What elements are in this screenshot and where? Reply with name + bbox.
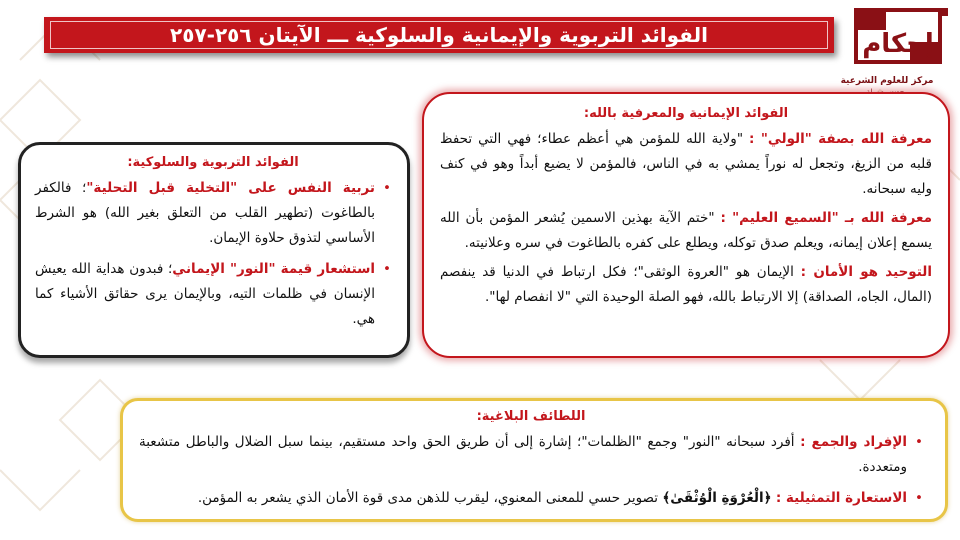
rhetoric-item-label: الاستعارة التمثيلية : [775, 490, 907, 506]
rhetoric-box [120, 398, 948, 522]
faith-item-label: معرفة الله بـ "السميع العليم" : [720, 210, 932, 226]
faith-item-label: التوحيد هو الأمان : [800, 264, 932, 280]
list-item [35, 176, 391, 251]
faith-item-text: الإيمان هو "العروة الوثقى"؛ فكل ارتباط في الدنيا قد ينفصم (المال، الجاه، الصداقة) إلا الارتباط بالله، فهو الصلة الوحيدة التي "لا انفصام لها". [440, 264, 932, 305]
behavior-item-text: ؛ فبدون هداية الله يعيش الإنسان في ظلمات التيه، وبالإيمان يرى حقائق الأشياء كما هي. [35, 261, 375, 327]
bullet-icon: • [915, 490, 923, 506]
rhetoric-item-text: أفرد سبحانه "النور" وجمع "الظلمات"؛ إشارة إلى أن طريق الحق واحد مستقيم، بينما سبل الضلال والباطل متشعبة ومتعددة. [139, 434, 907, 475]
logo [840, 6, 950, 98]
title-banner [44, 17, 834, 53]
faith-item-text: "ولاية الله للمؤمن هي أعظم عطاء؛ فهي التي تحفظ قلبه من الزيغ، وتجعل له نوراً يمشي به في الناس، فالمؤمن لا يضيع أبداً وهو في كنف وليه سبحانه. [440, 131, 932, 197]
list-item [35, 257, 391, 332]
behavior-list [35, 176, 391, 332]
behavior-benefits-box [18, 142, 410, 358]
page-title: الفوائد التربوية والإيمانية والسلوكية ـــ الآيتان ٢٥٦-٢٥٧ [170, 23, 708, 47]
faith-item [440, 260, 932, 310]
rhetoric-item-label: الإفراد والجمع : [800, 434, 907, 450]
faith-heading: الفوائد الإيمانية والمعرفية بالله: [583, 106, 789, 121]
faith-item-label: معرفة الله بصفة "الولي" : [749, 131, 933, 147]
faith-item [440, 127, 932, 202]
bullet-icon: • [383, 261, 391, 277]
list-item [139, 430, 923, 480]
behavior-item-label: استشعار قيمة "النور" الإيماني [172, 261, 375, 277]
faith-item-text: "ختم الآية بهذين الاسمين يُشعر المؤمن بأن الله يسمع إعلان إيمانه، ويعلم صدق توكله، ويطلع على كفره بالطاغوت في سره وعلانيته. [440, 210, 932, 251]
bullet-icon: • [915, 434, 923, 450]
logo-text: إحكام [862, 29, 934, 59]
rhetoric-item-quote: ﴿الْعُرْوَةِ الْوُثْقَىٰ﴾ [662, 490, 772, 506]
rhetoric-heading: اللطائف البلاغية: [476, 409, 586, 424]
behavior-item-text: ؛ فالكفر بالطاغوت (تطهير القلب من التعلق بغير الله) هو الشرط الأساسي لتذوق حلاوة الإيمان. [35, 180, 375, 246]
rhetoric-item-text: تصوير حسي للمعنى المعنوي، ليقرب للذهن مدى قوة الأمان الذي يشعر به المؤمن. [197, 490, 663, 506]
behavior-heading: الفوائد التربوية والسلوكية: [127, 155, 299, 170]
list-item [139, 486, 923, 511]
behavior-item-label: تربية النفس على "التخلية قبل التحلية" [86, 180, 376, 196]
logo-mark-icon [846, 6, 950, 78]
bullet-icon: • [383, 180, 391, 196]
faith-item [440, 206, 932, 256]
logo-subtitle: مركز للعلوم الشرعية [840, 76, 934, 86]
faith-benefits-box [422, 92, 950, 358]
rhetoric-list [139, 430, 923, 511]
